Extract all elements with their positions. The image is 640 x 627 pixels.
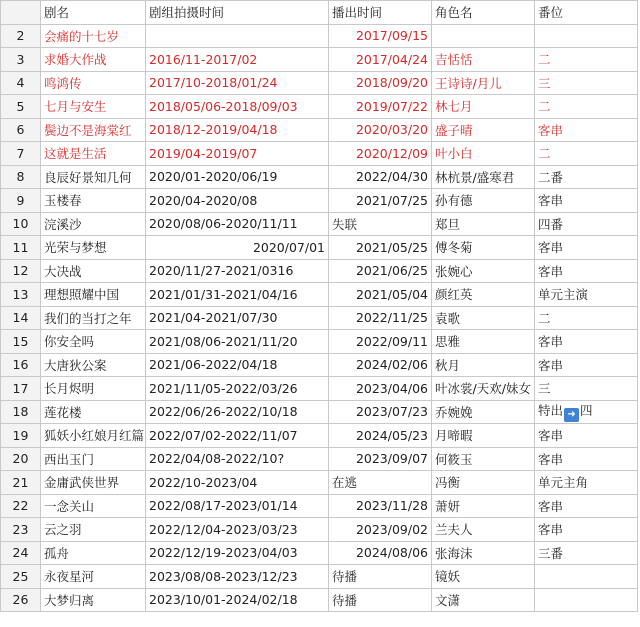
cell-name[interactable]: 鸣鸿传 bbox=[41, 71, 146, 95]
cell-role[interactable]: 冯衡 bbox=[432, 471, 535, 495]
cell-name[interactable]: 大唐狄公案 bbox=[41, 353, 146, 377]
row-number[interactable]: 4 bbox=[1, 71, 41, 95]
cell-name[interactable]: 永夜星河 bbox=[41, 565, 146, 589]
cell-role[interactable]: 叶小白 bbox=[432, 142, 535, 166]
cell-name[interactable]: 光荣与梦想 bbox=[41, 236, 146, 260]
cell-rank[interactable]: 三 bbox=[535, 377, 638, 401]
cell-role[interactable]: 文潇 bbox=[432, 588, 535, 612]
cell-rank[interactable] bbox=[535, 400, 638, 424]
cell-role[interactable]: 张婉心 bbox=[432, 259, 535, 283]
cell-role[interactable]: 月啼暇 bbox=[432, 424, 535, 448]
cell-air-time[interactable]: 2021/05/25 bbox=[329, 236, 432, 260]
cell-air-time[interactable]: 2017/04/24 bbox=[329, 48, 432, 72]
cell-role[interactable]: 吉恬恬 bbox=[432, 48, 535, 72]
table-row bbox=[1, 283, 638, 307]
table-row bbox=[1, 306, 638, 330]
cell-air-time[interactable]: 2019/07/22 bbox=[329, 95, 432, 119]
cell-air-time[interactable]: 2024/02/06 bbox=[329, 353, 432, 377]
cell-air-time[interactable]: 2020/03/20 bbox=[329, 118, 432, 142]
cell-role[interactable]: 叶冰裳/天欢/妹女 bbox=[432, 377, 535, 401]
row-number[interactable]: 6 bbox=[1, 118, 41, 142]
cell-role[interactable]: 郑旦 bbox=[432, 212, 535, 236]
cell-name[interactable]: 会痛的十七岁 bbox=[41, 24, 146, 48]
cell-rank[interactable]: 客串 bbox=[535, 236, 638, 260]
cell-name[interactable]: 孤舟 bbox=[41, 541, 146, 565]
cell-role[interactable]: 傅冬菊 bbox=[432, 236, 535, 260]
cell-air-time[interactable]: 2023/07/23 bbox=[329, 400, 432, 424]
row-number[interactable]: 14 bbox=[1, 306, 41, 330]
cell-role[interactable]: 王诗诗/月儿 bbox=[432, 71, 535, 95]
row-number[interactable]: 25 bbox=[1, 565, 41, 589]
row-number[interactable]: 24 bbox=[1, 541, 41, 565]
table-row bbox=[1, 588, 638, 612]
cell-shoot-time[interactable]: 2021/06-2022/04/18 bbox=[146, 353, 329, 377]
cell-name[interactable]: 云之羽 bbox=[41, 518, 146, 542]
row-number[interactable]: 15 bbox=[1, 330, 41, 354]
cell-rank[interactable]: 客串 bbox=[535, 118, 638, 142]
cell-name[interactable]: 这就是生活 bbox=[41, 142, 146, 166]
cell-air-time[interactable]: 2021/07/25 bbox=[329, 189, 432, 213]
cell-name[interactable]: 浣溪沙 bbox=[41, 212, 146, 236]
table-row bbox=[1, 189, 638, 213]
cell-shoot-time[interactable]: 2021/08/06-2021/11/20 bbox=[146, 330, 329, 354]
cell-rank[interactable] bbox=[535, 588, 638, 612]
cell-air-time[interactable]: 2024/05/23 bbox=[329, 424, 432, 448]
cell-shoot-time[interactable]: 2023/10/01-2024/02/18 bbox=[146, 588, 329, 612]
table-row bbox=[1, 353, 638, 377]
row-number[interactable]: 13 bbox=[1, 283, 41, 307]
cell-shoot-time[interactable]: 2018/12-2019/04/18 bbox=[146, 118, 329, 142]
row-number[interactable]: 3 bbox=[1, 48, 41, 72]
cell-shoot-time[interactable]: 2022/06/26-2022/10/18 bbox=[146, 400, 329, 424]
cell-shoot-time[interactable]: 2021/04-2021/07/30 bbox=[146, 306, 329, 330]
table-row bbox=[1, 165, 638, 189]
cell-rank[interactable]: 客串 bbox=[535, 353, 638, 377]
cell-name[interactable]: 鬓边不是海棠红 bbox=[41, 118, 146, 142]
table-row bbox=[1, 330, 638, 354]
cell-air-time[interactable]: 2023/09/02 bbox=[329, 518, 432, 542]
cell-name[interactable]: 一念关山 bbox=[41, 494, 146, 518]
row-number[interactable]: 16 bbox=[1, 353, 41, 377]
cell-shoot-time[interactable]: 2020/11/27-2021/0316 bbox=[146, 259, 329, 283]
cell-name[interactable]: 金庸武侠世界 bbox=[41, 471, 146, 495]
cell-name[interactable]: 大梦归离 bbox=[41, 588, 146, 612]
row-number[interactable]: 23 bbox=[1, 518, 41, 542]
cell-shoot-time[interactable]: 2023/08/08-2023/12/23 bbox=[146, 565, 329, 589]
cell-role[interactable]: 孙有德 bbox=[432, 189, 535, 213]
cell-shoot-time[interactable]: 2019/04-2019/07 bbox=[146, 142, 329, 166]
row-number[interactable] bbox=[1, 1, 41, 25]
table-row bbox=[1, 447, 638, 471]
row-number[interactable]: 11 bbox=[1, 236, 41, 260]
table-row bbox=[1, 236, 638, 260]
cell-role[interactable]: 何筱玉 bbox=[432, 447, 535, 471]
table-row bbox=[1, 71, 638, 95]
cell-rank[interactable]: 四番 bbox=[535, 212, 638, 236]
cell-role[interactable]: 颜红英 bbox=[432, 283, 535, 307]
header-air-time[interactable]: 播出时间 bbox=[329, 1, 432, 25]
table-row bbox=[1, 24, 638, 48]
cell-air-time[interactable]: 在逃 bbox=[329, 471, 432, 495]
cell-air-time[interactable]: 2022/09/11 bbox=[329, 330, 432, 354]
cell-rank[interactable]: 二 bbox=[535, 142, 638, 166]
cell-air-time[interactable]: 待播 bbox=[329, 565, 432, 589]
cell-name[interactable]: 我们的当打之年 bbox=[41, 306, 146, 330]
table-row bbox=[1, 95, 638, 119]
cell-air-time[interactable]: 2021/06/25 bbox=[329, 259, 432, 283]
table-row bbox=[1, 494, 638, 518]
cell-shoot-time[interactable]: 2021/01/31-2021/04/16 bbox=[146, 283, 329, 307]
cell-name[interactable]: 理想照耀中国 bbox=[41, 283, 146, 307]
cell-role[interactable]: 林七月 bbox=[432, 95, 535, 119]
table-row bbox=[1, 471, 638, 495]
cell-air-time[interactable]: 2023/04/06 bbox=[329, 377, 432, 401]
cell-shoot-time[interactable]: 2020/01-2020/06/19 bbox=[146, 165, 329, 189]
cell-rank[interactable]: 客串 bbox=[535, 447, 638, 471]
row-number[interactable]: 12 bbox=[1, 259, 41, 283]
cell-rank[interactable]: 二 bbox=[535, 306, 638, 330]
cell-rank[interactable] bbox=[535, 24, 638, 48]
cell-role[interactable]: 萧妍 bbox=[432, 494, 535, 518]
cell-rank[interactable]: 单元主角 bbox=[535, 471, 638, 495]
table-row bbox=[1, 424, 638, 448]
table-row bbox=[1, 541, 638, 565]
cell-shoot-time[interactable]: 2020/07/01 bbox=[146, 236, 329, 260]
cell-rank[interactable]: 三 bbox=[535, 71, 638, 95]
table-row bbox=[1, 48, 638, 72]
cell-shoot-time[interactable]: 2017/10-2018/01/24 bbox=[146, 71, 329, 95]
cell-name[interactable]: 良辰好景知几何 bbox=[41, 165, 146, 189]
row-number[interactable]: 7 bbox=[1, 142, 41, 166]
cell-rank[interactable]: 二 bbox=[535, 48, 638, 72]
cell-role[interactable]: 兰夫人 bbox=[432, 518, 535, 542]
cell-air-time[interactable]: 2017/09/15 bbox=[329, 24, 432, 48]
cell-role[interactable] bbox=[432, 24, 535, 48]
row-number[interactable]: 21 bbox=[1, 471, 41, 495]
cell-air-time[interactable]: 2021/05/04 bbox=[329, 283, 432, 307]
cell-role[interactable]: 秋月 bbox=[432, 353, 535, 377]
cell-air-time[interactable]: 待播 bbox=[329, 588, 432, 612]
table-row bbox=[1, 142, 638, 166]
cell-shoot-time[interactable]: 2018/05/06-2018/09/03 bbox=[146, 95, 329, 119]
header-name[interactable]: 剧名 bbox=[41, 1, 146, 25]
row-number[interactable]: 2 bbox=[1, 24, 41, 48]
cell-role[interactable]: 镜妖 bbox=[432, 565, 535, 589]
cell-shoot-time[interactable]: 2022/12/19-2023/04/03 bbox=[146, 541, 329, 565]
cell-rank[interactable]: 单元主演 bbox=[535, 283, 638, 307]
cell-shoot-time[interactable]: 2022/10-2023/04 bbox=[146, 471, 329, 495]
cell-shoot-time[interactable]: 2020/04-2020/08 bbox=[146, 189, 329, 213]
row-number[interactable]: 17 bbox=[1, 377, 41, 401]
cell-role[interactable]: 乔婉娩 bbox=[432, 400, 535, 424]
row-number[interactable]: 19 bbox=[1, 424, 41, 448]
cell-name[interactable]: 狐妖小红娘月红篇 bbox=[41, 424, 146, 448]
cell-name[interactable]: 长月烬明 bbox=[41, 377, 146, 401]
header-role[interactable]: 角色名 bbox=[432, 1, 535, 25]
rank-suffix: 四 bbox=[580, 403, 593, 419]
header-shoot-time[interactable]: 剧组拍摄时间 bbox=[146, 1, 329, 25]
cell-shoot-time[interactable]: 2020/08/06-2020/11/11 bbox=[146, 212, 329, 236]
cell-role[interactable]: 袁歌 bbox=[432, 306, 535, 330]
cell-name[interactable]: 西出玉门 bbox=[41, 447, 146, 471]
cell-air-time[interactable]: 2020/12/09 bbox=[329, 142, 432, 166]
cell-rank[interactable]: 客串 bbox=[535, 494, 638, 518]
row-number[interactable]: 26 bbox=[1, 588, 41, 612]
cell-air-time[interactable]: 2023/11/28 bbox=[329, 494, 432, 518]
table-row bbox=[1, 400, 638, 424]
cell-air-time[interactable]: 2022/11/25 bbox=[329, 306, 432, 330]
row-number[interactable]: 10 bbox=[1, 212, 41, 236]
cell-rank[interactable]: 客串 bbox=[535, 330, 638, 354]
cell-shoot-time[interactable]: 2016/11-2017/02 bbox=[146, 48, 329, 72]
cell-shoot-time[interactable] bbox=[146, 24, 329, 48]
table-row bbox=[1, 118, 638, 142]
table-row bbox=[1, 518, 638, 542]
row-number[interactable]: 9 bbox=[1, 189, 41, 213]
right-arrow-icon: ➜ bbox=[564, 408, 579, 422]
cell-air-time[interactable]: 2023/09/07 bbox=[329, 447, 432, 471]
cell-shoot-time[interactable]: 2022/04/08-2022/10? bbox=[146, 447, 329, 471]
cell-rank[interactable]: 二 bbox=[535, 95, 638, 119]
cell-rank[interactable]: 三番 bbox=[535, 541, 638, 565]
cell-rank[interactable]: 客串 bbox=[535, 259, 638, 283]
header-row bbox=[1, 1, 638, 25]
cell-shoot-time[interactable]: 2022/08/17-2023/01/14 bbox=[146, 494, 329, 518]
cell-air-time[interactable]: 2024/08/06 bbox=[329, 541, 432, 565]
cell-rank[interactable]: 客串 bbox=[535, 189, 638, 213]
rank-prefix: 特出 bbox=[538, 403, 564, 419]
table-row bbox=[1, 212, 638, 236]
cell-rank[interactable]: 客串 bbox=[535, 518, 638, 542]
cell-shoot-time[interactable]: 2022/12/04-2023/03/23 bbox=[146, 518, 329, 542]
row-number[interactable]: 20 bbox=[1, 447, 41, 471]
header-rank[interactable]: 番位 bbox=[535, 1, 638, 25]
cell-role[interactable]: 思雅 bbox=[432, 330, 535, 354]
cell-name[interactable]: 求婚大作战 bbox=[41, 48, 146, 72]
cell-air-time[interactable]: 失联 bbox=[329, 212, 432, 236]
cell-name[interactable]: 大决战 bbox=[41, 259, 146, 283]
cell-shoot-time[interactable]: 2021/11/05-2022/03/26 bbox=[146, 377, 329, 401]
row-number[interactable]: 22 bbox=[1, 494, 41, 518]
row-number[interactable]: 18 bbox=[1, 400, 41, 424]
cell-shoot-time[interactable]: 2022/07/02-2022/11/07 bbox=[146, 424, 329, 448]
cell-name[interactable]: 玉楼春 bbox=[41, 189, 146, 213]
cell-name[interactable]: 你安全吗 bbox=[41, 330, 146, 354]
cell-role[interactable]: 盛子晴 bbox=[432, 118, 535, 142]
cell-role[interactable]: 林杭景/盛寒君 bbox=[432, 165, 535, 189]
row-number[interactable]: 8 bbox=[1, 165, 41, 189]
cell-air-time[interactable]: 2018/09/20 bbox=[329, 71, 432, 95]
table-row bbox=[1, 259, 638, 283]
cell-air-time[interactable]: 2022/04/30 bbox=[329, 165, 432, 189]
row-number[interactable]: 5 bbox=[1, 95, 41, 119]
cell-name[interactable]: 七月与安生 bbox=[41, 95, 146, 119]
cell-role[interactable]: 张海沫 bbox=[432, 541, 535, 565]
cell-rank[interactable]: 二番 bbox=[535, 165, 638, 189]
cell-rank[interactable]: 客串 bbox=[535, 424, 638, 448]
cell-name[interactable]: 莲花楼 bbox=[41, 400, 146, 424]
table-row bbox=[1, 565, 638, 589]
cell-rank[interactable] bbox=[535, 565, 638, 589]
table-row bbox=[1, 377, 638, 401]
